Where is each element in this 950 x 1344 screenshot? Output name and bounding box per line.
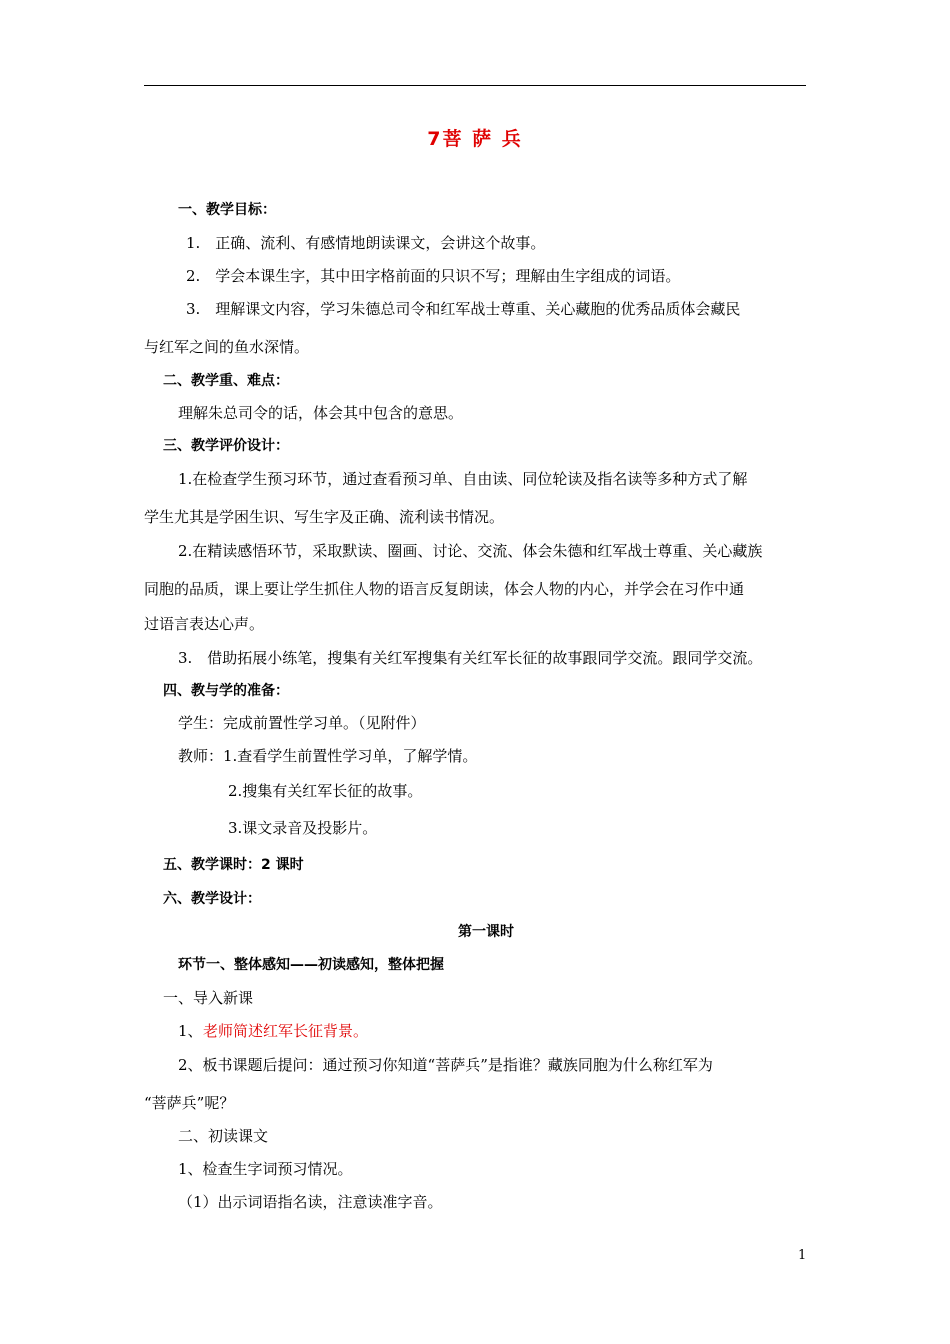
- header-rule: [144, 85, 806, 86]
- section-heading: 二、教学重、难点：: [163, 373, 289, 389]
- section-heading: 四、教与学的准备：: [163, 683, 289, 699]
- text-line: 二、初读课文: [178, 1127, 269, 1145]
- page-number: 1: [798, 1248, 807, 1263]
- text-line: 学生：完成前置性学习单。（见附件）: [178, 714, 426, 732]
- section-heading: 第一课时: [458, 924, 514, 940]
- text-line: 与红军之间的鱼水深情。: [144, 338, 310, 356]
- text-line: 教师：1.查看学生前置性学习单，了解学情。: [178, 747, 478, 765]
- section-heading: 环节一、整体感知——初读感知，整体把握: [178, 957, 444, 973]
- section-heading: 一、教学目标：: [178, 202, 276, 218]
- text-line: 2、板书课题后提问：通过预习你知道“菩萨兵”是指谁？藏族同胞为什么称红军为: [178, 1056, 713, 1074]
- text-line: 学生尤其是学困生识、写生字及正确、流利读书情况。: [144, 508, 505, 526]
- text-line: 老师简述红军长征背景。: [203, 1022, 369, 1040]
- text-line: 同胞的品质，课上要让学生抓住人物的语言反复朗读，体会人物的内心，并学会在习作中通: [144, 580, 745, 598]
- text-line: 2. 学会本课生字，其中田字格前面的只识不写；理解由生字组成的词语。: [186, 267, 681, 285]
- section-heading: 五、教学课时：2 课时: [163, 857, 304, 873]
- text-line: “菩萨兵”呢？: [144, 1094, 235, 1112]
- text-line: （1）出示词语指名读，注意读准字音。: [178, 1193, 443, 1211]
- text-line: 1、检查生字词预习情况。: [178, 1160, 353, 1178]
- text-line: 过语言表达心声。: [144, 615, 265, 633]
- document-title: 7菩 萨 兵: [427, 128, 523, 150]
- text-line: 2.在精读感悟环节，采取默读、圈画、讨论、交流、体会朱德和红军战士尊重、关心藏族: [178, 542, 763, 560]
- text-line: 3.课文录音及投影片。: [228, 819, 378, 837]
- text-line: 一、导入新课: [163, 989, 254, 1007]
- text-line: 1.在检查学生预习环节，通过查看预习单、自由读、同位轮读及指名读等多种方式了解: [178, 470, 748, 488]
- text-line: 2.搜集有关红军长征的故事。: [228, 782, 423, 800]
- text-line: 1、: [178, 1022, 203, 1040]
- text-line: 3. 借助拓展小练笔，搜集有关红军搜集有关红军长征的故事跟同学交流。跟同学交流。: [178, 649, 763, 667]
- text-line: 3. 理解课文内容，学习朱德总司令和红军战士尊重、关心藏胞的优秀品质体会藏民: [186, 300, 741, 318]
- text-line: 1. 正确、流利、有感情地朗读课文，会讲这个故事。: [186, 234, 546, 252]
- section-heading: 六、教学设计：: [163, 891, 261, 907]
- text-line: 理解朱总司令的话，体会其中包含的意思。: [178, 404, 464, 422]
- section-heading: 三、教学评价设计：: [163, 438, 289, 454]
